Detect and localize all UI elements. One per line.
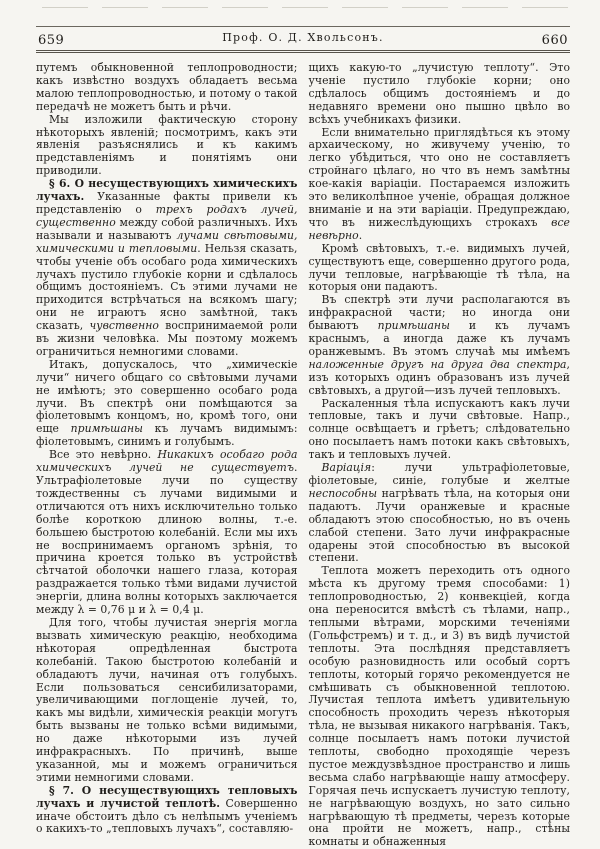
text-run: § 7. О несуществующихъ тепловыхъ лучахъ и лучистой теплотѣ. xyxy=(36,783,298,810)
running-title: Проф. О. Д. Хвольсонъ. xyxy=(222,31,384,44)
scan-edge-artifact xyxy=(42,7,582,8)
paragraph xyxy=(309,294,571,397)
text-run: § 6. О несуществующихъ химическихъ лучахъ. xyxy=(36,177,298,204)
text-run: и къ лучамъ краснымъ, а иногда даже къ лучамъ оранжевымъ. Въ этомъ случаѣ мы имѣемъ xyxy=(308,319,571,358)
paragraph xyxy=(36,178,298,359)
text-run: къ лучамъ видимымъ: фіолетовымъ, синимъ и голубымъ. xyxy=(36,422,298,449)
paragraph xyxy=(309,565,571,849)
text-run: Кромѣ свѣтовыхъ, т.-е. видимыхъ лучей, существуютъ еще, совершенно другого рода, лучи тепловые, нагрѣвающіе тѣ тѣла, на которыя они падаютъ. xyxy=(308,241,570,294)
paragraph xyxy=(36,617,298,785)
text-run: . Ультрафіолетовые лучи по существу тождественны съ лучами видимыми и отличаются отъ нихъ исключительно только болѣе короткою длиною волны, т.-е. большею быстротою колебаній. Если мы ихъ не воспринимаемъ органомъ зрѣнія, то причина кроется только въ устройствѣ сѣтчатой оболочки нашего глаза, которая раздражается только тѣми видами лучистой энергіи, длина волны которыхъ заключается между λ = 0,76 μ и λ = 0,4 μ. xyxy=(36,461,298,617)
text-run: воспринимаемой роли въ жизни человѣка. Мы поэтому можемъ ограничиться немногими словами. xyxy=(36,319,298,358)
paragraph xyxy=(309,462,571,565)
text-run: Указанные факты привели къ представленію о xyxy=(36,190,298,216)
text-run: Въ спектрѣ эти лучи располагаются въ инфракрасной части; но иногда они бываютъ xyxy=(308,293,570,333)
paragraph xyxy=(309,398,571,463)
text-run: Теплота можетъ переходить отъ одного мѣста къ другому тремя способами: 1) теплопроводностью, 2) конвекціей, когда она переносится вмѣстѣ съ тѣлами, напр., теплыми вѣтрами, морскими теченіями (Гольфстремъ) и т. д., и 3) въ видѣ лучистой теплоты. Эта послѣдняя представляетъ особую разновидность или особый сортъ теплоты, который горячо рекомендуется не смѣшивать съ обыкновенной теплотою. Лучистая теплота имѣетъ удивительную способность проходить черезъ нѣкоторыя тѣла, не вызывая никакого нагрѣванія. Такъ, солнце посылаетъ намъ потоки лучистой теплоты, свободно проходящіе черезъ пустое междузвѣздное пространство и лишь весьма слабо нагрѣвающіе нашу атмосферу. Горячая печь испускаетъ лучистую теплоту, не нагрѣвающую воздухъ, но зато сильно нагрѣвающую тѣ предметы, черезъ которые она пройти не можетъ, напр., стѣны комнаты и обнаженныя xyxy=(308,564,570,849)
text-run: Варіація xyxy=(321,461,372,475)
text-run: Для того, чтобы лучистая энергія могла вызвать химическую реакцію, необходима нѣкоторая опредѣленная быстрота колебаній. Такою быстротою колебаній и обладаютъ лучи, начиная отъ голубыхъ. Если пользоваться сенсибилизаторами, увеличивающими поглощеніе лучей, то, какъ мы видѣли, химическія реакціи могутъ быть вызваны не только всѣми видимыми, но даже нѣкоторыми изъ лучей инфракрасныхъ. По причинѣ, выше указанной, мы и можемъ ограничиться этими немногими словами. xyxy=(36,615,298,784)
text-run: неспособны xyxy=(308,486,378,500)
page-number-left: 659 xyxy=(38,33,65,48)
paragraph xyxy=(309,243,571,295)
right-column xyxy=(309,62,571,849)
text-run: : лучи ультрафіолетовые, фіолетовые, синіе, голубые и желтые xyxy=(308,461,570,487)
paragraph xyxy=(36,449,298,617)
text-run: нагрѣвать тѣла, на которыя они падаютъ. Лучи оранжевые и красные обладаютъ этою способностью, но въ очень слабой степени. Зато лучи инфракрасные одарены этой способностью въ высокой степени. xyxy=(308,486,570,565)
text-run: лучами свѣтовыми, химическими и тепловыми xyxy=(36,228,298,255)
text-columns xyxy=(36,62,570,849)
text-run: все невѣрно xyxy=(308,215,570,242)
text-run: примѣшаны xyxy=(70,422,143,436)
text-run: путемъ обыкновенной теплопроводности; какъ извѣстно воздухъ обладаетъ весьма малою теплопроводностью, и потому о такой передачѣ не можетъ быть и рѣчи. xyxy=(36,61,298,113)
text-run: чувственно xyxy=(89,319,159,333)
paragraph xyxy=(36,785,298,837)
paragraph xyxy=(36,62,298,114)
text-run: . Нельзя сказать, чтобы ученіе объ особаго рода химическихъ лучахъ пустило глубокіе корни и сдѣлалось общимъ достояніемъ. Съ этими лучами не приходится встрѣчаться на всякомъ шагу; они не играютъ ясно замѣтной, такъ сказать, xyxy=(36,241,298,333)
paragraph xyxy=(36,114,298,179)
text-run: Раскаленныя тѣла испускаютъ какъ лучи тепловые, такъ и лучи свѣтовые. Напр., солнце освѣщаетъ и грѣетъ; слѣдовательно оно посылаетъ намъ потоки какъ свѣтовыхъ, такъ и тепловыхъ лучей. xyxy=(308,396,570,462)
text-run: . xyxy=(358,228,363,242)
text-run: Никакихъ особаго рода химическихъ лучей не существуетъ xyxy=(36,448,298,475)
page-header xyxy=(36,26,570,53)
paragraph xyxy=(36,359,298,449)
text-run: щихъ какую-то „лучистую теплоту“. Это ученіе пустило глубокіе корни; оно сдѣлалось общимъ достояніемъ и до недавняго времени оно пышно цвѣло во всѣхъ учебникахъ физики. xyxy=(308,61,570,126)
paragraph xyxy=(309,62,571,127)
text-run: примѣшаны xyxy=(377,319,450,333)
text-run: между собой различныхъ. Ихъ называли и называютъ xyxy=(36,215,298,242)
text-run: Совершенно иначе обстоитъ дѣло съ нелѣпымъ ученіемъ о какихъ-то „тепловыхъ лучахъ“, составляю- xyxy=(36,796,298,836)
text-run: наложенные другъ на друга два спектра xyxy=(308,357,567,371)
text-run: Все это невѣрно. xyxy=(49,448,158,462)
text-run: , изъ которыхъ одинъ образованъ изъ лучей свѣтовыхъ, а другой—изъ лучей тепловыхъ. xyxy=(308,357,570,397)
text-run: Если внимательно приглядѣться къ этому архаическому, но живучему ученію, то легко убѣдиться, что оно не составляетъ стройнаго цѣлаго, но что въ немъ замѣтны кое-какія варіаціи. Постараемся изложить это великолѣпное ученіе, обращая должное вниманіе и на эти варіаціи. Предупреждаю, что въ нижеслѣдующихъ строкахъ xyxy=(308,125,570,229)
page-number-right: 660 xyxy=(541,33,568,48)
paragraph xyxy=(309,127,571,243)
text-run: Мы изложили фактическую сторону нѣкоторыхъ явленій; посмотримъ, какъ эти явленія разъяснялись и къ какимъ представленіямъ и понятіямъ они приводили. xyxy=(36,112,298,178)
text-run: трехъ родахъ лучей, существенно xyxy=(36,202,298,229)
text-run: Итакъ, допускалось, что „химическіе лучи“ ничего общаго со свѣтовыми лучами не имѣютъ; это совершенно особаго рода лучи. Въ спектрѣ они помѣщаются за фіолетовымъ концомъ, но, кромѣ того, они еще xyxy=(36,357,298,436)
left-column xyxy=(36,62,298,849)
